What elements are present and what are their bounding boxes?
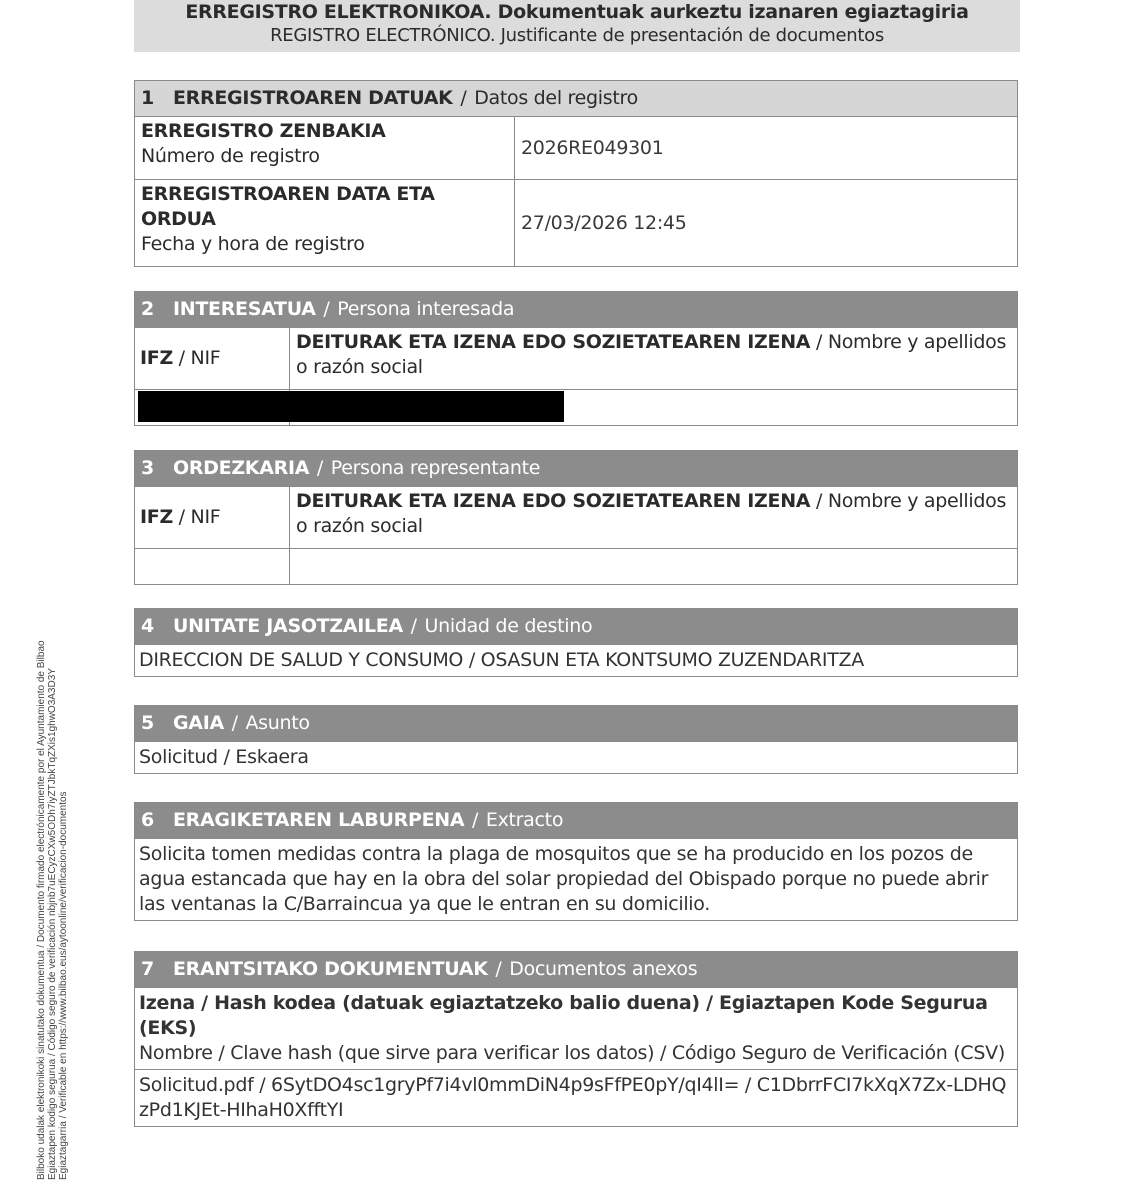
- section-extract: [134, 802, 1018, 921]
- subject-value: Solicitud / Eskaera: [135, 741, 1017, 773]
- section-representative: [134, 450, 1018, 585]
- nif-header-eu: IFZ: [140, 347, 173, 369]
- column-headers: [135, 327, 1017, 389]
- section-number: 6: [141, 809, 154, 831]
- separator: /: [460, 87, 467, 109]
- section-title-eu: ERREGISTROAREN DATUAK: [173, 87, 453, 109]
- title-basque: ERREGISTRO ELEKTRONIKOA. Dokumentuak aurkeztu izanaren egiaztagiria: [185, 1, 969, 23]
- section-title-es: Asunto: [245, 712, 310, 734]
- nif-header-eu: IFZ: [140, 506, 173, 528]
- destination-unit-value: DIRECCION DE SALUD Y CONSUMO / OSASUN ETA KONTSUMO ZUZENDARITZA: [135, 644, 1017, 676]
- separator: /: [316, 457, 324, 479]
- column-header-eu: Izena / Hash kodea (datuak egiaztatzeko balio duena) / Egiaztapen Kode Segurua (EKS): [139, 992, 988, 1039]
- document-entry[interactable]: Solicitud.pdf / 6SytDO4sc1gryPf7i4vl0mmDiN4p9sFfPE0pY/qI4lI= / C1DbrrFCI7kXqX7Zx-LDHQzPd1KJEt-HIhaH0XfftYI: [135, 1069, 1017, 1126]
- section-header: [135, 803, 1017, 838]
- registry-date-value: 27/03/2026 12:45: [521, 211, 687, 234]
- nif-header-es: NIF: [190, 347, 221, 369]
- registry-number-label: [135, 117, 515, 179]
- separator: /: [410, 615, 417, 637]
- section-number: 4: [141, 615, 154, 637]
- registry-number-row: [135, 116, 1017, 179]
- section-header: [135, 706, 1017, 741]
- label-es: Número de registro: [141, 145, 320, 167]
- section-interested-person: [134, 291, 1018, 426]
- name-header-eu: DEITURAK ETA IZENA EDO SOZIETATEAREN IZENA: [296, 490, 811, 512]
- separator: /: [231, 712, 238, 734]
- representative-data-row: [135, 548, 1017, 584]
- section-title-es: Unidad de destino: [424, 615, 593, 637]
- section-title-eu: GAIA: [173, 712, 224, 734]
- section-title-es: Persona interesada: [337, 298, 515, 320]
- interested-person-data-row: [135, 389, 1017, 425]
- redaction-bar: [138, 391, 564, 422]
- verification-link[interactable]: Egiaztagarria / Verificable en https://www.bilbao.eus/aytoonline/verificacion-documentos: [58, 791, 69, 1180]
- section-title-eu: ERAGIKETAREN LABURPENA: [173, 809, 465, 831]
- section-number: 7: [141, 958, 154, 980]
- section-title-eu: UNITATE JASOTZAILEA: [173, 615, 403, 637]
- registry-number-value: 2026RE049301: [521, 136, 664, 159]
- section-title-es: Extracto: [485, 809, 564, 831]
- section-registry-data: [134, 80, 1018, 267]
- name-header: DEITURAK ETA IZENA EDO SOZIETATEAREN IZENA / Nombre y apellidos o razón social: [296, 490, 1007, 537]
- column-headers: [135, 486, 1017, 548]
- registry-date-row: [135, 179, 1017, 266]
- nif-header: IFZ / NIF: [135, 487, 290, 548]
- section-destination-unit: [134, 608, 1018, 677]
- title-spanish: REGISTRO ELECTRÓNICO. Justificante de presentación de documentos: [270, 25, 884, 46]
- name-header-es: Nombre y apellidos o razón social: [296, 331, 1007, 378]
- nif-header: IFZ / NIF: [135, 328, 290, 389]
- side-note-line-2: Egiaztapen kodigo segurua / Código seguro de verificación nbjnb7uECyzCXw5ODh7iyZTJbkTqZXis1ghwO3A3D3Y: [47, 668, 58, 1180]
- label-es: Fecha y hora de registro: [141, 233, 365, 255]
- label-eu: ERREGISTROAREN DATA ETA ORDUA: [141, 183, 435, 230]
- section-header: [135, 451, 1017, 486]
- section-subject: [134, 705, 1018, 774]
- name-header-eu: DEITURAK ETA IZENA EDO SOZIETATEAREN IZENA: [296, 331, 811, 353]
- section-number: 2: [141, 298, 154, 320]
- nif-value: [135, 549, 290, 584]
- section-number: 5: [141, 712, 154, 734]
- section-header: [135, 292, 1017, 327]
- section-title-es: Persona representante: [330, 457, 541, 479]
- name-header: DEITURAK ETA IZENA EDO SOZIETATEAREN IZENA / Nombre y apellidos o razón social: [296, 331, 1007, 378]
- section-header: [135, 609, 1017, 644]
- section-header: [135, 952, 1017, 987]
- extract-value: Solicita tomen medidas contra la plaga de mosquitos que se ha producido en los pozos de agua estancada que hay en la obra del solar propiedad del Obispado porque no puede abrir las ventanas la C/Barraincua ya que le entran en su domicilio.: [135, 838, 1017, 920]
- section-number: 3: [141, 457, 154, 479]
- separator: /: [472, 809, 479, 831]
- section-header: [135, 81, 1017, 116]
- name-header-es: Nombre y apellidos o razón social: [296, 490, 1007, 537]
- label-eu: ERREGISTRO ZENBAKIA: [141, 120, 386, 142]
- documents-column-header: [135, 987, 1017, 1069]
- nif-header-es: NIF: [190, 506, 221, 528]
- verification-side-note: [36, 580, 69, 1180]
- column-header-es: Nombre / Clave hash (que sirve para verificar los datos) / Código Seguro de Verificación (CSV): [139, 1042, 1005, 1064]
- section-title-eu: ERANTSITAKO DOKUMENTUAK: [173, 958, 488, 980]
- section-title-eu: ORDEZKARIA: [173, 457, 310, 479]
- section-title-es: Datos del registro: [474, 87, 638, 109]
- side-note-line-1: Bilboko udalak elektronikoki sinatutako dokumentua / Documento firmado electrónicamente por el Ayuntamiento de Bilbao: [36, 640, 47, 1180]
- separator: /: [495, 958, 502, 980]
- name-value: [290, 549, 1017, 584]
- document-title-banner: [134, 0, 1020, 52]
- section-attached-documents: [134, 951, 1018, 1127]
- registry-date-label: [135, 180, 515, 266]
- separator: /: [323, 298, 330, 320]
- section-number: 1: [141, 87, 154, 109]
- section-title-eu: INTERESATUA: [173, 298, 316, 320]
- section-title-es: Documentos anexos: [509, 958, 698, 980]
